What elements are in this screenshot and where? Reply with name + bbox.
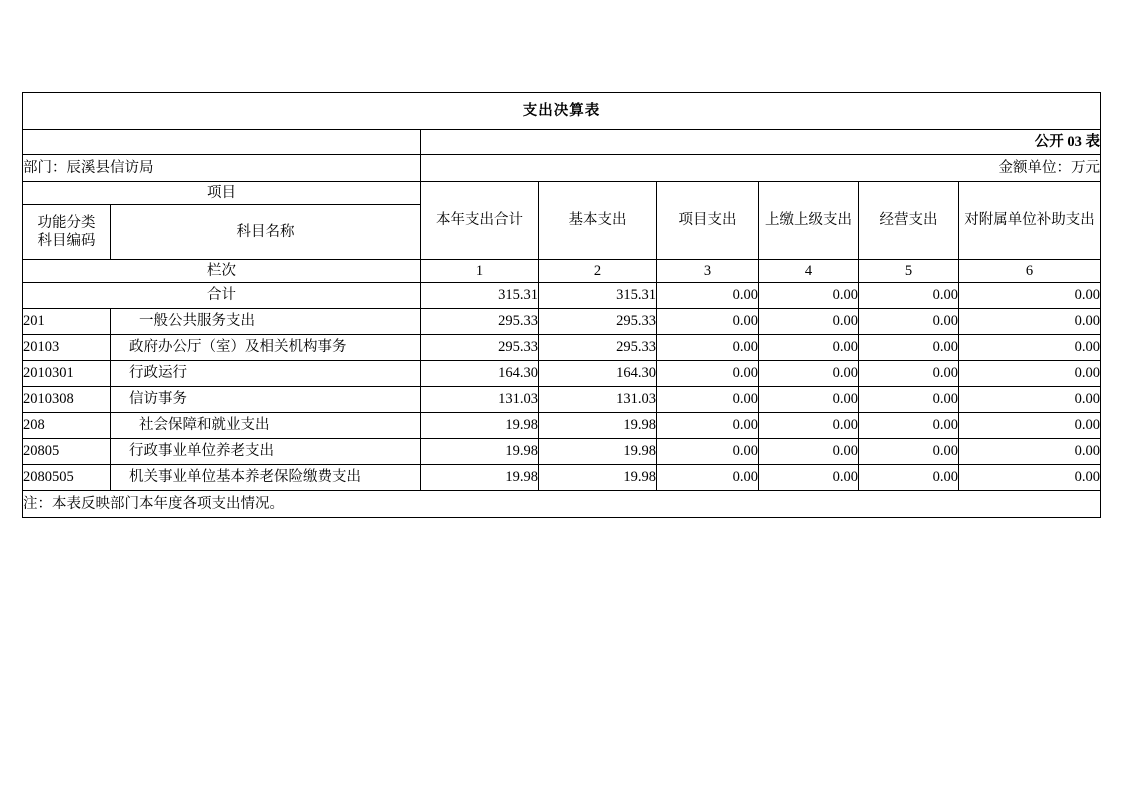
column-header-remitted-to-superior: 上缴上级支出	[759, 182, 859, 260]
title-row	[23, 93, 1101, 130]
department-row	[23, 155, 1101, 182]
row-name: 行政运行	[111, 361, 421, 387]
column-number-row	[23, 260, 1101, 283]
column-header-subject-name: 科目名称	[111, 205, 421, 260]
row-value-3: 0.00	[657, 413, 759, 439]
total-value-2: 315.31	[539, 283, 657, 309]
row-value-1: 131.03	[421, 387, 539, 413]
row-value-6: 0.00	[959, 413, 1101, 439]
row-value-2: 19.98	[539, 413, 657, 439]
row-value-5: 0.00	[859, 387, 959, 413]
department-name: 部门：辰溪县信访局	[23, 155, 421, 182]
row-name: 信访事务	[111, 387, 421, 413]
row-value-1: 19.98	[421, 439, 539, 465]
row-value-4: 0.00	[759, 361, 859, 387]
row-value-2: 19.98	[539, 439, 657, 465]
row-value-4: 0.00	[759, 465, 859, 491]
note-row	[23, 491, 1101, 518]
row-name: 机关事业单位基本养老保险缴费支出	[111, 465, 421, 491]
row-value-6: 0.00	[959, 335, 1101, 361]
row-value-4: 0.00	[759, 387, 859, 413]
row-value-1: 19.98	[421, 413, 539, 439]
row-name: 行政事业单位养老支出	[111, 439, 421, 465]
row-value-4: 0.00	[759, 413, 859, 439]
row-code: 2010301	[23, 361, 111, 387]
row-value-6: 0.00	[959, 465, 1101, 491]
amount-unit: 金额单位：万元	[421, 155, 1101, 182]
row-value-1: 295.33	[421, 309, 539, 335]
total-value-3: 0.00	[657, 283, 759, 309]
row-code: 2080505	[23, 465, 111, 491]
total-label: 合计	[23, 283, 421, 309]
column-header-function-code-line1: 功能分类	[37, 214, 96, 231]
row-value-1: 164.30	[421, 361, 539, 387]
table-row	[23, 465, 1101, 491]
row-value-2: 295.33	[539, 335, 657, 361]
row-value-2: 19.98	[539, 465, 657, 491]
column-header-function-code	[23, 205, 111, 260]
row-name: 社会保障和就业支出	[111, 413, 421, 439]
row-value-3: 0.00	[657, 387, 759, 413]
table-row	[23, 309, 1101, 335]
row-value-5: 0.00	[859, 335, 959, 361]
column-header-project-expenditure: 项目支出	[657, 182, 759, 260]
row-name: 一般公共服务支出	[111, 309, 421, 335]
total-value-6: 0.00	[959, 283, 1101, 309]
table-row	[23, 413, 1101, 439]
column-number-label: 栏次	[23, 260, 421, 283]
row-code: 20805	[23, 439, 111, 465]
table-row	[23, 439, 1101, 465]
total-value-4: 0.00	[759, 283, 859, 309]
row-value-3: 0.00	[657, 361, 759, 387]
row-value-6: 0.00	[959, 361, 1101, 387]
column-number-1: 1	[421, 260, 539, 283]
column-header-function-code-line2: 科目编码	[37, 233, 96, 249]
row-value-5: 0.00	[859, 413, 959, 439]
table-row	[23, 335, 1101, 361]
column-number-4: 4	[759, 260, 859, 283]
total-row	[23, 283, 1101, 309]
column-header-subsidy-to-affiliated-units: 对附属单位补助支出	[959, 182, 1101, 260]
row-value-6: 0.00	[959, 439, 1101, 465]
public-form-number: 公开 03 表	[421, 130, 1101, 155]
row-value-6: 0.00	[959, 309, 1101, 335]
row-name: 政府办公厅（室）及相关机构事务	[111, 335, 421, 361]
column-header-annual-total: 本年支出合计	[421, 182, 539, 260]
row-code: 20103	[23, 335, 111, 361]
row-code: 208	[23, 413, 111, 439]
column-header-basic-expenditure: 基本支出	[539, 182, 657, 260]
table-row	[23, 361, 1101, 387]
column-header-operating-expenditure: 经营支出	[859, 182, 959, 260]
column-number-6: 6	[959, 260, 1101, 283]
empty-cell-left	[23, 130, 421, 155]
table-row	[23, 387, 1101, 413]
group-header-row	[23, 182, 1101, 205]
row-value-5: 0.00	[859, 439, 959, 465]
row-value-1: 295.33	[421, 335, 539, 361]
row-value-3: 0.00	[657, 465, 759, 491]
row-value-4: 0.00	[759, 335, 859, 361]
row-code: 201	[23, 309, 111, 335]
column-number-5: 5	[859, 260, 959, 283]
row-value-3: 0.00	[657, 439, 759, 465]
column-number-2: 2	[539, 260, 657, 283]
total-value-1: 315.31	[421, 283, 539, 309]
column-number-3: 3	[657, 260, 759, 283]
row-value-5: 0.00	[859, 361, 959, 387]
row-value-2: 131.03	[539, 387, 657, 413]
row-value-5: 0.00	[859, 309, 959, 335]
row-value-3: 0.00	[657, 309, 759, 335]
group-header-project: 项目	[23, 182, 421, 205]
expenditure-final-accounts-table	[22, 92, 1101, 518]
row-code: 2010308	[23, 387, 111, 413]
row-value-2: 164.30	[539, 361, 657, 387]
row-value-1: 19.98	[421, 465, 539, 491]
table-note: 注：本表反映部门本年度各项支出情况。	[23, 491, 1101, 518]
row-value-6: 0.00	[959, 387, 1101, 413]
row-value-4: 0.00	[759, 439, 859, 465]
total-value-5: 0.00	[859, 283, 959, 309]
public-label-row	[23, 130, 1101, 155]
row-value-3: 0.00	[657, 335, 759, 361]
row-value-2: 295.33	[539, 309, 657, 335]
row-value-4: 0.00	[759, 309, 859, 335]
row-value-5: 0.00	[859, 465, 959, 491]
page-title: 支出决算表	[23, 93, 1101, 130]
